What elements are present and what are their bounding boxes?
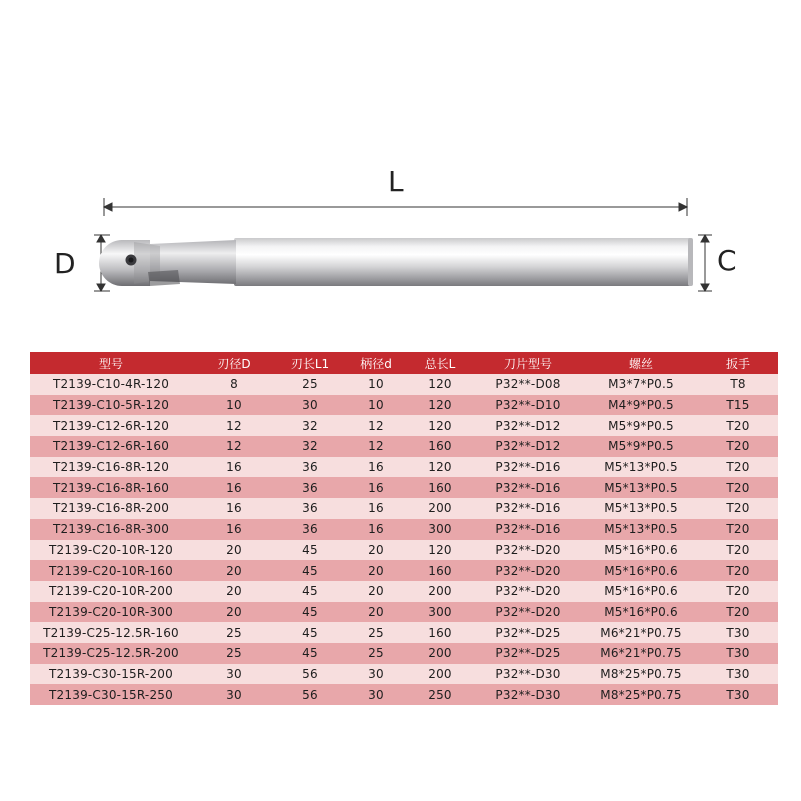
cell-blade-length: 36 (276, 519, 344, 540)
cell-total-length: 120 (408, 540, 472, 561)
cell-model: T2139-C25-12.5R-200 (30, 643, 192, 664)
cell-total-length: 200 (408, 581, 472, 602)
cell-screw: M5*16*P0.6 (584, 602, 698, 623)
table-row (30, 519, 778, 540)
cell-total-length: 160 (408, 560, 472, 581)
cell-blade-diameter: 16 (192, 519, 276, 540)
cell-blade-length: 36 (276, 457, 344, 478)
cell-insert-model: P32**-D10 (472, 395, 584, 416)
cell-blade-length: 45 (276, 581, 344, 602)
spec-table (30, 352, 778, 705)
cell-blade-diameter: 20 (192, 602, 276, 623)
cell-total-length: 120 (408, 395, 472, 416)
cell-shank-diameter: 25 (344, 622, 408, 643)
cell-total-length: 300 (408, 519, 472, 540)
cell-blade-length: 32 (276, 415, 344, 436)
cell-blade-length: 45 (276, 643, 344, 664)
cell-blade-diameter: 30 (192, 664, 276, 685)
cell-shank-diameter: 12 (344, 436, 408, 457)
table-row (30, 540, 778, 561)
column-header-blade-length: 刃长L1 (276, 352, 344, 374)
cell-wrench: T20 (698, 436, 778, 457)
cell-model: T2139-C30-15R-200 (30, 664, 192, 685)
cell-total-length: 160 (408, 477, 472, 498)
cell-total-length: 120 (408, 415, 472, 436)
column-header-insert-model: 刀片型号 (472, 352, 584, 374)
cell-shank-diameter: 16 (344, 477, 408, 498)
cell-blade-length: 45 (276, 540, 344, 561)
cell-blade-diameter: 8 (192, 374, 276, 395)
cell-insert-model: P32**-D16 (472, 519, 584, 540)
cell-model: T2139-C16-8R-200 (30, 498, 192, 519)
cell-blade-length: 56 (276, 664, 344, 685)
cell-wrench: T20 (698, 498, 778, 519)
cell-wrench: T20 (698, 519, 778, 540)
cell-wrench: T20 (698, 560, 778, 581)
cell-blade-length: 56 (276, 684, 344, 705)
cell-blade-diameter: 20 (192, 560, 276, 581)
cell-wrench: T20 (698, 540, 778, 561)
cell-shank-diameter: 10 (344, 374, 408, 395)
cell-blade-diameter: 30 (192, 684, 276, 705)
cell-model: T2139-C20-10R-300 (30, 602, 192, 623)
cell-shank-diameter: 30 (344, 684, 408, 705)
cell-model: T2139-C12-6R-120 (30, 415, 192, 436)
cell-screw: M5*16*P0.6 (584, 581, 698, 602)
cell-shank-diameter: 16 (344, 519, 408, 540)
cell-blade-length: 25 (276, 374, 344, 395)
cell-insert-model: P32**-D12 (472, 436, 584, 457)
cell-total-length: 160 (408, 622, 472, 643)
table-row (30, 374, 778, 395)
cell-screw: M5*13*P0.5 (584, 457, 698, 478)
cell-blade-diameter: 16 (192, 457, 276, 478)
cell-blade-length: 30 (276, 395, 344, 416)
cell-shank-diameter: 30 (344, 664, 408, 685)
cell-model: T2139-C16-8R-160 (30, 477, 192, 498)
cell-insert-model: P32**-D20 (472, 581, 584, 602)
cell-total-length: 120 (408, 457, 472, 478)
cell-wrench: T8 (698, 374, 778, 395)
column-header-screw: 螺丝 (584, 352, 698, 374)
table-row (30, 664, 778, 685)
cell-model: T2139-C16-8R-300 (30, 519, 192, 540)
cell-model: T2139-C10-4R-120 (30, 374, 192, 395)
table-header-row (30, 352, 778, 374)
cell-screw: M5*13*P0.5 (584, 477, 698, 498)
cell-screw: M5*16*P0.6 (584, 560, 698, 581)
cell-insert-model: P32**-D12 (472, 415, 584, 436)
head-diameter-label: D (54, 247, 76, 280)
cell-blade-diameter: 16 (192, 477, 276, 498)
cell-blade-length: 45 (276, 560, 344, 581)
table-row (30, 560, 778, 581)
cell-wrench: T20 (698, 457, 778, 478)
cell-insert-model: P32**-D20 (472, 540, 584, 561)
cell-wrench: T30 (698, 664, 778, 685)
cell-total-length: 300 (408, 602, 472, 623)
table-row (30, 415, 778, 436)
cell-model: T2139-C10-5R-120 (30, 395, 192, 416)
cell-screw: M5*9*P0.5 (584, 415, 698, 436)
length-dimension-line (104, 198, 687, 216)
table-row (30, 684, 778, 705)
cell-total-length: 200 (408, 643, 472, 664)
cell-total-length: 160 (408, 436, 472, 457)
cell-shank-diameter: 20 (344, 602, 408, 623)
cell-wrench: T20 (698, 415, 778, 436)
cell-blade-diameter: 25 (192, 643, 276, 664)
column-header-wrench: 扳手 (698, 352, 778, 374)
cell-blade-diameter: 10 (192, 395, 276, 416)
tool-shank (234, 238, 692, 286)
column-header-blade-diameter: 刃径D (192, 352, 276, 374)
cell-model: T2139-C30-15R-250 (30, 684, 192, 705)
column-header-total-length: 总长L (408, 352, 472, 374)
table-row (30, 436, 778, 457)
shank-diameter-dimension (698, 235, 712, 291)
cell-total-length: 120 (408, 374, 472, 395)
cell-blade-length: 45 (276, 602, 344, 623)
cell-blade-length: 45 (276, 622, 344, 643)
cell-blade-length: 32 (276, 436, 344, 457)
cell-model: T2139-C20-10R-160 (30, 560, 192, 581)
table-row (30, 643, 778, 664)
cell-blade-length: 36 (276, 498, 344, 519)
cell-screw: M6*21*P0.75 (584, 643, 698, 664)
cell-total-length: 200 (408, 498, 472, 519)
cell-wrench: T20 (698, 602, 778, 623)
cell-screw: M6*21*P0.75 (584, 622, 698, 643)
cell-shank-diameter: 25 (344, 643, 408, 664)
cell-insert-model: P32**-D30 (472, 684, 584, 705)
cell-screw: M5*13*P0.5 (584, 498, 698, 519)
cell-blade-diameter: 16 (192, 498, 276, 519)
table-row (30, 477, 778, 498)
cell-shank-diameter: 12 (344, 415, 408, 436)
cell-insert-model: P32**-D30 (472, 664, 584, 685)
table-row (30, 457, 778, 478)
cell-blade-diameter: 25 (192, 622, 276, 643)
column-header-model: 型号 (30, 352, 192, 374)
cell-screw: M5*16*P0.6 (584, 540, 698, 561)
cell-wrench: T30 (698, 622, 778, 643)
cell-wrench: T30 (698, 684, 778, 705)
cell-screw: M3*7*P0.5 (584, 374, 698, 395)
shank-diameter-label: C (717, 244, 737, 277)
cell-insert-model: P32**-D16 (472, 457, 584, 478)
cell-shank-diameter: 16 (344, 498, 408, 519)
cell-insert-model: P32**-D20 (472, 560, 584, 581)
table-row (30, 395, 778, 416)
table-row (30, 602, 778, 623)
cell-blade-diameter: 20 (192, 581, 276, 602)
cell-insert-model: P32**-D16 (472, 498, 584, 519)
cell-insert-model: P32**-D25 (472, 622, 584, 643)
cell-shank-diameter: 10 (344, 395, 408, 416)
cell-screw: M5*13*P0.5 (584, 519, 698, 540)
table-row (30, 622, 778, 643)
column-header-shank-diameter: 柄径d (344, 352, 408, 374)
cell-model: T2139-C20-10R-200 (30, 581, 192, 602)
cell-wrench: T20 (698, 581, 778, 602)
cell-screw: M4*9*P0.5 (584, 395, 698, 416)
cell-shank-diameter: 20 (344, 540, 408, 561)
cell-screw: M8*25*P0.75 (584, 684, 698, 705)
cell-model: T2139-C12-6R-160 (30, 436, 192, 457)
cell-model: T2139-C16-8R-120 (30, 457, 192, 478)
cell-wrench: T15 (698, 395, 778, 416)
cell-insert-model: P32**-D16 (472, 477, 584, 498)
cell-blade-diameter: 12 (192, 436, 276, 457)
cell-total-length: 250 (408, 684, 472, 705)
cell-insert-model: P32**-D08 (472, 374, 584, 395)
cell-shank-diameter: 20 (344, 560, 408, 581)
cell-blade-diameter: 20 (192, 540, 276, 561)
cell-insert-model: P32**-D25 (472, 643, 584, 664)
table-row (30, 581, 778, 602)
cell-wrench: T30 (698, 643, 778, 664)
table-row (30, 498, 778, 519)
cell-insert-model: P32**-D20 (472, 602, 584, 623)
cell-total-length: 200 (408, 664, 472, 685)
cell-blade-diameter: 12 (192, 415, 276, 436)
cell-screw: M5*9*P0.5 (584, 436, 698, 457)
cell-wrench: T20 (698, 477, 778, 498)
length-label: L (388, 165, 404, 198)
cell-model: T2139-C25-12.5R-160 (30, 622, 192, 643)
cell-model: T2139-C20-10R-120 (30, 540, 192, 561)
cell-blade-length: 36 (276, 477, 344, 498)
cell-shank-diameter: 20 (344, 581, 408, 602)
cell-shank-diameter: 16 (344, 457, 408, 478)
cell-screw: M8*25*P0.75 (584, 664, 698, 685)
